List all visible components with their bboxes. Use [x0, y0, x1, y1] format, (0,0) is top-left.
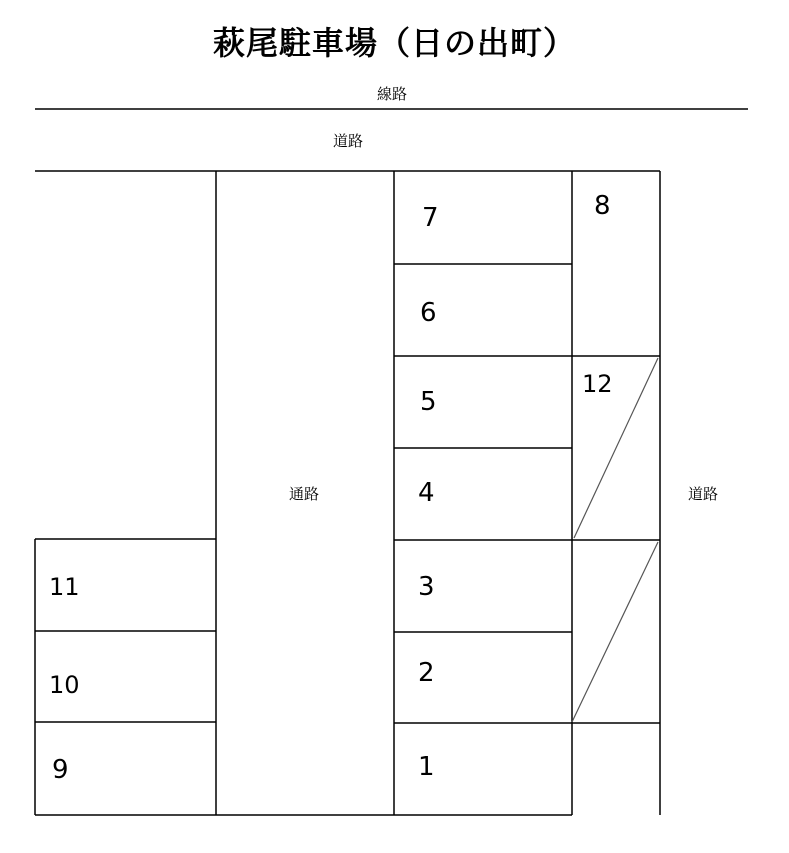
- space-3-number: 3: [418, 572, 435, 602]
- diagonal-lower-right: [572, 542, 658, 722]
- space-2-number: 2: [418, 658, 435, 688]
- space-6-number: 6: [420, 298, 437, 328]
- space-11-number: 11: [49, 573, 80, 601]
- road-top-label: 道路: [333, 132, 364, 150]
- space-9-number: 9: [52, 755, 69, 785]
- space-4-number: 4: [418, 478, 435, 508]
- page-title: 萩尾駐車場（日の出町）: [212, 24, 576, 62]
- railway-label: 線路: [377, 85, 408, 103]
- space-7-number: 7: [422, 203, 439, 233]
- space-12-number: 12: [582, 370, 613, 398]
- space-1-number: 1: [418, 752, 435, 782]
- space-8-number: 8: [594, 191, 611, 221]
- aisle-label: 通路: [289, 485, 320, 503]
- road-right-label: 道路: [688, 485, 719, 503]
- space-5-number: 5: [420, 387, 437, 417]
- space-10-number: 10: [49, 671, 80, 699]
